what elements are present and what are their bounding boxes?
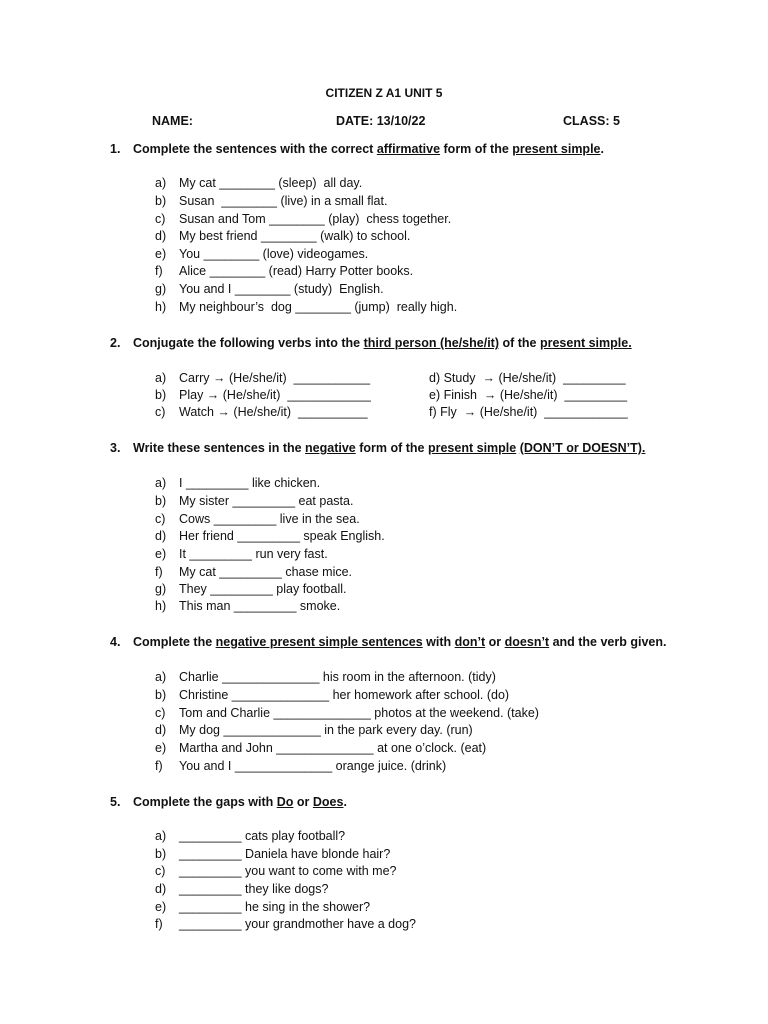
item-label: b)	[155, 194, 167, 208]
q1-item-a	[155, 176, 362, 190]
question-number: 3.	[110, 441, 121, 455]
item-text: Play → (He/she/it) ____________	[179, 388, 371, 402]
question-number: 4.	[110, 635, 121, 649]
q1-item-g	[155, 282, 384, 296]
q2-item-a	[155, 371, 370, 385]
item-label: f)	[155, 917, 163, 931]
question-5-heading	[110, 795, 750, 809]
item-label: c)	[155, 512, 166, 526]
question-text: form of the	[355, 441, 428, 455]
question-text: .	[600, 142, 604, 156]
item-text: _________ Daniela have blonde hair?	[179, 847, 391, 861]
item-text: My cat ________ (sleep) all day.	[179, 176, 363, 190]
q3-item-f	[155, 565, 352, 579]
underlined-term: present simple.	[539, 336, 632, 350]
item-label: f)	[155, 264, 163, 278]
item-text: Carry → (He/she/it) ___________	[179, 371, 371, 385]
item-label: a)	[155, 670, 167, 684]
question-3-heading	[110, 441, 750, 455]
item-label: h)	[155, 599, 167, 613]
item-label: b)	[155, 847, 167, 861]
question-number: 5.	[110, 795, 121, 809]
q4-item-d	[155, 723, 473, 737]
item-text: Christine ______________ her homework after school. (do)	[179, 688, 510, 702]
item-text: Susan ________ (live) in a small flat.	[179, 194, 388, 208]
q2-item-b	[155, 388, 371, 402]
item-label: d)	[155, 882, 167, 896]
q1-item-d	[155, 229, 410, 243]
item-text: I _________ like chicken.	[179, 476, 321, 490]
q4-item-f	[155, 759, 446, 773]
item-label: d)	[155, 529, 167, 543]
underlined-term: Do	[276, 795, 294, 809]
item-label: a)	[155, 371, 167, 385]
item-label: g)	[155, 582, 167, 596]
underlined-term: negative present simple sentences	[215, 635, 423, 649]
item-label: c)	[155, 864, 166, 878]
underlined-term: present simple	[427, 441, 517, 455]
page-title: CITIZEN Z A1 UNIT 5	[325, 86, 443, 100]
item-text: You ________ (love) videogames.	[179, 247, 369, 261]
item-text: _________ he sing in the shower?	[179, 900, 371, 914]
question-text: with	[422, 635, 455, 649]
name-label: NAME:	[152, 114, 193, 128]
item-text: Susan and Tom ________ (play) chess together.	[179, 212, 452, 226]
question-text: .	[343, 795, 347, 809]
q5-item-c	[155, 864, 397, 878]
date-label: DATE: 13/10/22	[336, 114, 426, 128]
question-number: 2.	[110, 336, 121, 350]
q5-item-a	[155, 829, 345, 843]
item-text: _________ they like dogs?	[179, 882, 329, 896]
q2-item-d: d) Study → (He/she/it) _________	[429, 371, 626, 385]
item-text: It _________ run very fast.	[179, 547, 328, 561]
question-text: Complete the gaps with	[133, 795, 277, 809]
item-text: My sister _________ eat pasta.	[179, 494, 354, 508]
item-text: You and I ________ (study) English.	[179, 282, 384, 296]
item-label: b)	[155, 494, 167, 508]
q3-item-a	[155, 476, 320, 490]
item-label: a)	[155, 476, 167, 490]
underlined-term: negative	[305, 441, 356, 455]
item-text: Her friend _________ speak English.	[179, 529, 385, 543]
item-text: My neighbour’s dog ________ (jump) really high.	[179, 300, 458, 314]
item-text: Martha and John ______________ at one o’clock. (eat)	[179, 741, 487, 755]
underlined-term: third person (he/she/it)	[363, 336, 499, 350]
question-1-heading	[110, 142, 750, 156]
q5-item-d	[155, 882, 328, 896]
underlined-term: Does	[312, 795, 344, 809]
item-text: Tom and Charlie ______________ photos at the weekend. (take)	[179, 706, 539, 720]
item-text: Charlie ______________ his room in the afternoon. (tidy)	[179, 670, 496, 684]
underlined-term: doesn’t	[504, 635, 550, 649]
question-text: Conjugate the following verbs into the	[133, 336, 364, 350]
item-text: This man _________ smoke.	[179, 599, 341, 613]
item-label: e)	[155, 900, 167, 914]
q3-item-e	[155, 547, 328, 561]
item-text: Alice ________ (read) Harry Potter books.	[179, 264, 414, 278]
class-label: CLASS: 5	[563, 114, 620, 128]
item-text: My dog ______________ in the park every day. (run)	[179, 723, 473, 737]
question-text: Complete the	[133, 635, 216, 649]
item-label: b)	[155, 688, 167, 702]
q3-item-c	[155, 512, 360, 526]
question-text: of the	[499, 336, 540, 350]
question-number: 1.	[110, 142, 121, 156]
item-label: g)	[155, 282, 167, 296]
q4-item-b	[155, 688, 509, 702]
question-text: Write these sentences in the	[133, 441, 306, 455]
q4-item-e	[155, 741, 486, 755]
underlined-term: don’t	[454, 635, 486, 649]
question-text: Complete the sentences with the correct	[133, 142, 377, 156]
q3-item-g	[155, 582, 347, 596]
item-label: a)	[155, 176, 167, 190]
underlined-term: affirmative	[376, 142, 441, 156]
q5-item-e	[155, 900, 370, 914]
q3-item-h	[155, 599, 340, 613]
question-text: or	[485, 635, 505, 649]
underlined-term: (DON’T or DOESN’T).	[519, 441, 646, 455]
q3-item-b	[155, 494, 353, 508]
item-text: _________ you want to come with me?	[179, 864, 397, 878]
item-label: h)	[155, 300, 167, 314]
item-label: e)	[155, 741, 167, 755]
item-text: My best friend ________ (walk) to school.	[179, 229, 411, 243]
q1-item-h	[155, 300, 457, 314]
question-text: and the verb given.	[549, 635, 667, 649]
item-text: Watch → (He/she/it) __________	[179, 405, 368, 419]
item-text: My cat _________ chase mice.	[179, 565, 353, 579]
q1-item-f	[155, 264, 413, 278]
item-label: a)	[155, 829, 167, 843]
item-text: _________ your grandmother have a dog?	[179, 917, 416, 931]
q2-item-c	[155, 405, 368, 419]
question-text: form of the	[440, 142, 513, 156]
question-text: or	[293, 795, 313, 809]
header-fields	[0, 114, 768, 130]
item-label: c)	[155, 212, 166, 226]
question-2-heading	[110, 336, 750, 350]
q2-item-e: e) Finish → (He/she/it) _________	[429, 388, 628, 402]
q1-item-b	[155, 194, 387, 208]
q4-item-a	[155, 670, 496, 684]
q5-item-f	[155, 917, 416, 931]
item-label: e)	[155, 247, 167, 261]
item-text: _________ cats play football?	[179, 829, 346, 843]
q1-item-c	[155, 212, 451, 226]
q4-item-c	[155, 706, 539, 720]
item-label: b)	[155, 388, 167, 402]
q5-item-b	[155, 847, 390, 861]
item-label: f)	[155, 759, 163, 773]
question-4-heading	[110, 635, 750, 649]
item-text: They _________ play football.	[179, 582, 347, 596]
q3-item-d	[155, 529, 385, 543]
item-label: d)	[155, 723, 167, 737]
underlined-term: present simple	[512, 142, 601, 156]
item-label: c)	[155, 405, 166, 419]
item-text: Cows _________ live in the sea.	[179, 512, 360, 526]
q1-item-e	[155, 247, 368, 261]
item-label: e)	[155, 547, 167, 561]
item-label: c)	[155, 706, 166, 720]
item-label: d)	[155, 229, 167, 243]
q2-item-f: f) Fly → (He/she/it) ____________	[429, 405, 628, 419]
item-label: f)	[155, 565, 163, 579]
item-text: You and I ______________ orange juice. (drink)	[179, 759, 447, 773]
